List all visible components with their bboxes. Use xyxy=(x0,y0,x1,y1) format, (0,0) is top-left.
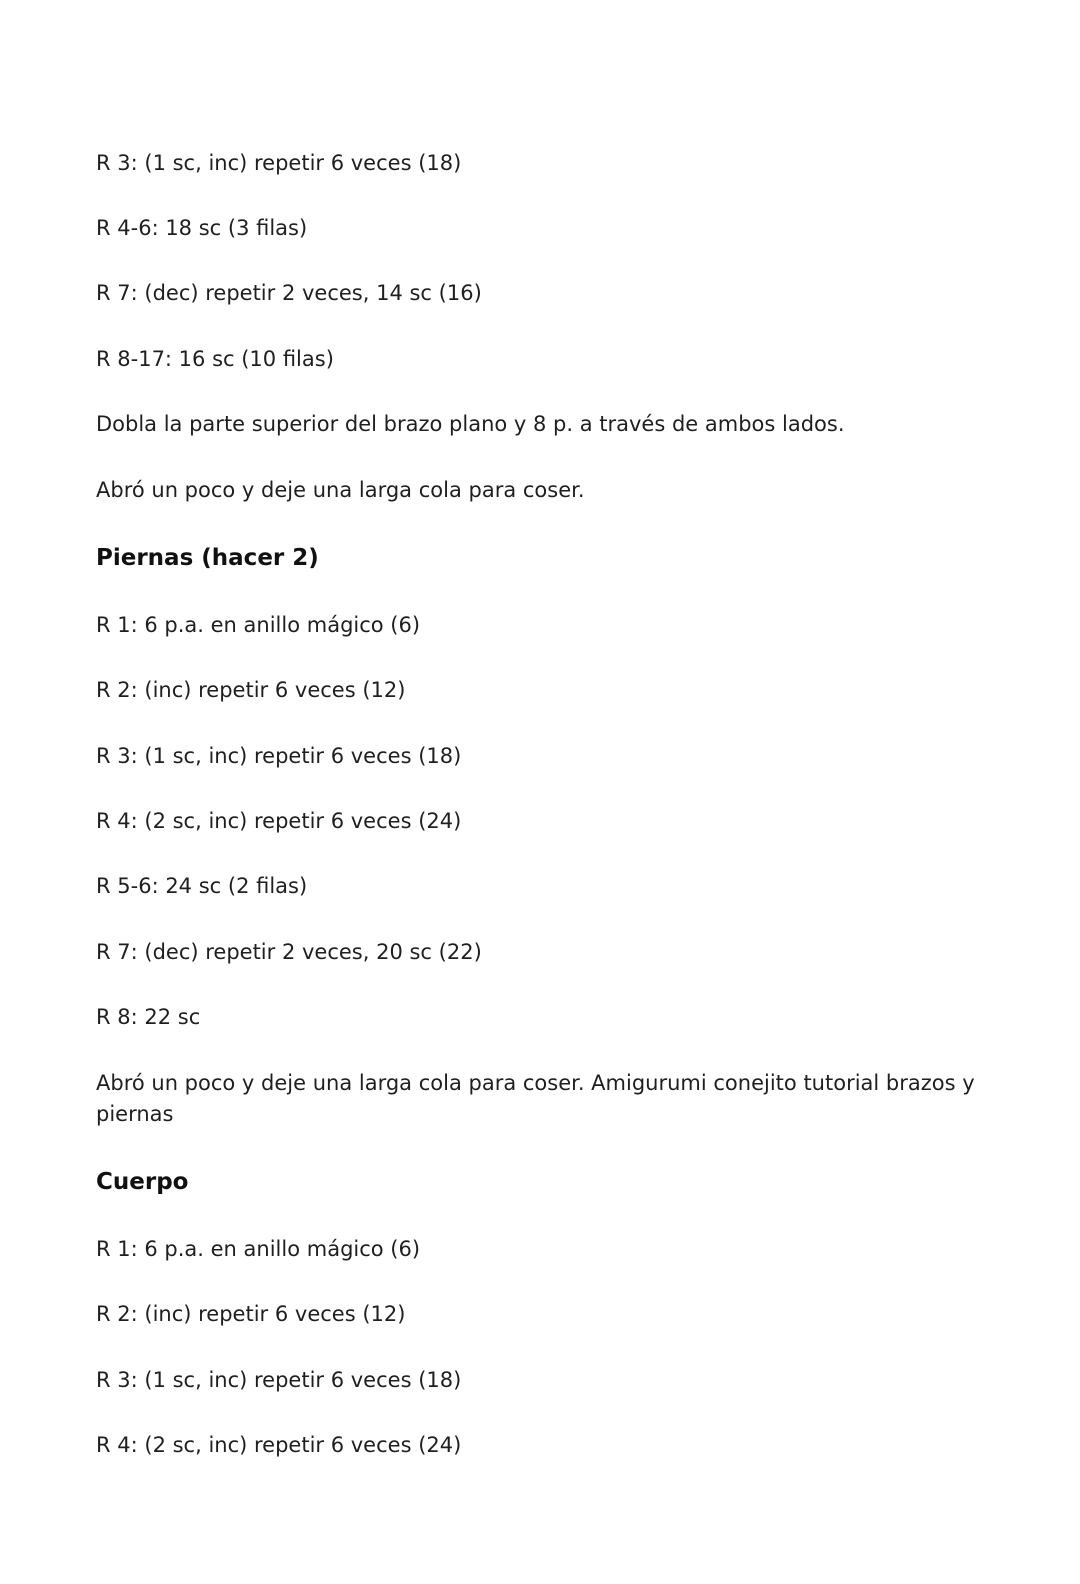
pattern-row: R 7: (dec) repetir 2 veces, 14 sc (16) xyxy=(96,281,482,305)
section-heading-cuerpo: Cuerpo xyxy=(96,1169,189,1195)
pattern-row: R 1: 6 p.a. en anillo mágico (6) xyxy=(96,613,421,637)
instruction-paragraph: Dobla la parte superior del brazo plano y 8 p. a través de ambos lados. xyxy=(96,412,845,436)
section-heading-piernas: Piernas (hacer 2) xyxy=(96,545,319,571)
pattern-row: R 4: (2 sc, inc) repetir 6 veces (24) xyxy=(96,809,462,833)
instruction-paragraph: Abró un poco y deje una larga cola para coser. Amigurumi conejito tutorial brazos y piernas xyxy=(96,1071,975,1126)
pattern-row: R 2: (inc) repetir 6 veces (12) xyxy=(96,1302,406,1326)
pattern-row: R 8: 22 sc xyxy=(96,1005,201,1029)
instruction-paragraph: Abró un poco y deje una larga cola para coser. xyxy=(96,478,585,502)
pattern-row: R 1: 6 p.a. en anillo mágico (6) xyxy=(96,1237,421,1261)
pattern-row: R 3: (1 sc, inc) repetir 6 veces (18) xyxy=(96,151,462,175)
pattern-row: R 3: (1 sc, inc) repetir 6 veces (18) xyxy=(96,744,462,768)
pattern-row: R 4: (2 sc, inc) repetir 6 veces (24) xyxy=(96,1433,462,1457)
pattern-row: R 4-6: 18 sc (3 filas) xyxy=(96,216,308,240)
pattern-row: R 8-17: 16 sc (10 filas) xyxy=(96,347,334,371)
pattern-row: R 7: (dec) repetir 2 veces, 20 sc (22) xyxy=(96,940,482,964)
pattern-row: R 2: (inc) repetir 6 veces (12) xyxy=(96,678,406,702)
pattern-row: R 5-6: 24 sc (2 filas) xyxy=(96,874,308,898)
pattern-row: R 3: (1 sc, inc) repetir 6 veces (18) xyxy=(96,1368,462,1392)
